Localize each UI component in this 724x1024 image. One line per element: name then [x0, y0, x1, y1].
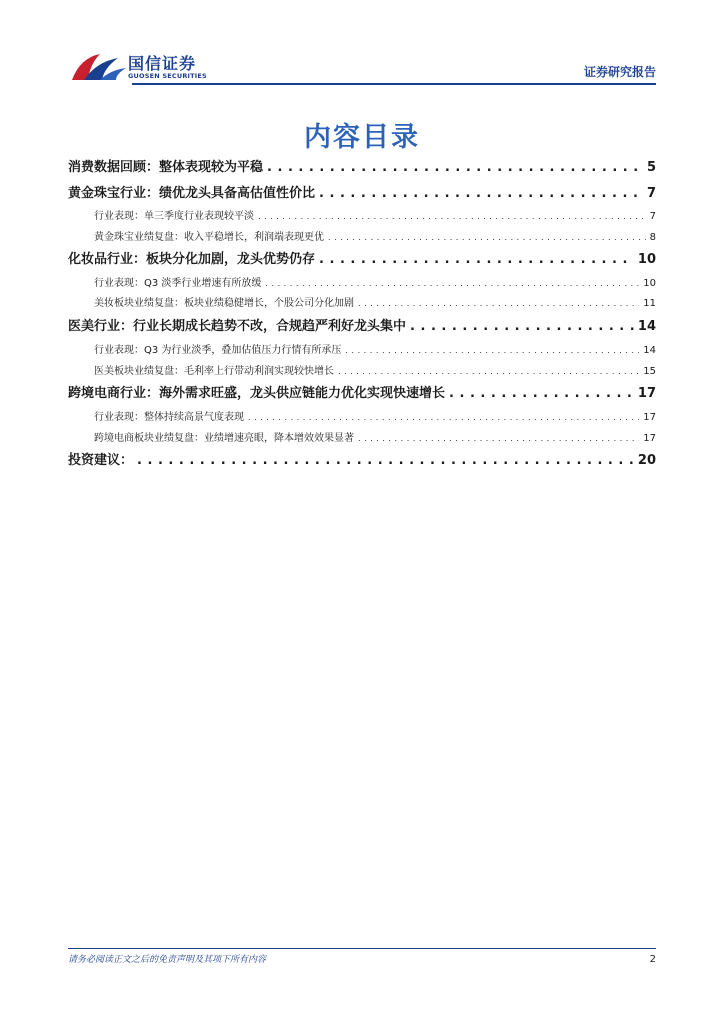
footer-disclaimer: 请务必阅读正文之后的免责声明及其项下所有内容 — [68, 955, 267, 965]
toc-entry-page: 17 — [643, 433, 656, 444]
toc-entry-text: 跨境电商行业：海外需求旺盛，龙头供应链能力优化实现快速增长 — [68, 386, 446, 401]
page-header — [0, 0, 724, 90]
toc-entry-page: 8 — [649, 232, 656, 243]
dot-leader — [267, 160, 643, 175]
logo-english-name: GUOSEN SECURITIES — [128, 72, 207, 80]
dot-leader — [328, 233, 646, 242]
dot-leader — [358, 434, 639, 443]
toc-entry[interactable] — [68, 248, 656, 267]
toc-entry-text: 行业表现：Q3 淡季行业增速有所放缓 — [94, 278, 262, 289]
toc-entry[interactable] — [68, 228, 656, 243]
toc-entry[interactable] — [68, 182, 656, 201]
toc-entry-page: 5 — [646, 160, 656, 175]
toc-entry-text: 行业表现：单三季度行业表现较平淡 — [94, 211, 254, 222]
toc-entry-text: 行业表现：整体持续高景气度表现 — [94, 412, 244, 423]
toc-entry[interactable] — [68, 207, 656, 222]
toc-entry[interactable] — [68, 408, 656, 423]
toc-entry[interactable] — [68, 294, 656, 309]
dot-leader — [258, 212, 646, 221]
toc-entry-text: 行业表现：Q3 为行业淡季，叠加估值压力行情有所承压 — [94, 345, 342, 356]
toc-entry-page: 14 — [643, 345, 656, 356]
toc-entry[interactable] — [68, 156, 656, 175]
toc-entry-text: 跨境电商板块业绩复盘：业绩增速亮眼，降本增效效果显著 — [94, 433, 354, 444]
toc-entry[interactable] — [68, 382, 656, 401]
report-type-label: 证券研究报告 — [583, 65, 656, 79]
toc-entry-page: 7 — [649, 211, 656, 222]
toc-entry[interactable] — [68, 449, 656, 468]
dot-leader — [449, 386, 634, 401]
page-number: 2 — [649, 954, 656, 965]
dot-leader — [265, 279, 639, 288]
dot-leader — [319, 252, 634, 267]
toc-entry-text: 黄金珠宝业绩复盘：收入平稳增长，利润端表现更优 — [94, 232, 324, 243]
toc-entry-text: 投资建议： — [68, 453, 134, 468]
footer-divider — [68, 948, 656, 949]
dot-leader — [248, 413, 639, 422]
toc-entry-page: 15 — [643, 366, 656, 377]
logo-chinese-name: 国信证券 — [128, 54, 197, 73]
toc-title: 内容目录 — [304, 122, 420, 153]
dot-leader — [345, 346, 639, 355]
toc-entry-text: 消费数据回顾：整体表现较为平稳 — [68, 160, 264, 175]
toc-entry-page: 10 — [643, 278, 656, 289]
toc-entry-text: 化妆品行业：板块分化加剧，龙头优势仍存 — [68, 252, 316, 267]
toc-entry-page: 17 — [637, 386, 656, 401]
toc-entry-page: 20 — [637, 453, 656, 468]
toc-entry-text: 医美行业：行业长期成长趋势不改，合规趋严利好龙头集中 — [68, 319, 407, 334]
toc-entry-text: 美妆板块业绩复盘：板块业绩稳健增长，个股公司分化加剧 — [94, 298, 354, 309]
header-divider — [132, 83, 656, 85]
toc-entry[interactable] — [68, 429, 656, 444]
dot-leader — [319, 186, 643, 201]
toc-entry[interactable] — [68, 315, 656, 334]
dot-leader — [358, 299, 639, 308]
toc-entry-page: 10 — [637, 252, 656, 267]
toc-entry-text: 黄金珠宝行业：绩优龙头具备高估值性价比 — [68, 186, 316, 201]
toc-entry[interactable] — [68, 362, 656, 377]
toc-entry-text: 医美板块业绩复盘：毛利率上行带动利润实现较快增长 — [94, 366, 334, 377]
dot-leader — [137, 453, 634, 468]
toc-entry[interactable] — [68, 341, 656, 356]
toc-entry[interactable] — [68, 274, 656, 289]
toc-entry-page: 14 — [637, 319, 656, 334]
toc-entry-page: 17 — [643, 412, 656, 423]
dot-leader — [410, 319, 634, 334]
dot-leader — [338, 367, 639, 376]
toc-entry-page: 11 — [643, 298, 656, 309]
toc-entry-page: 7 — [646, 186, 656, 201]
guosen-logo-icon — [70, 50, 130, 84]
